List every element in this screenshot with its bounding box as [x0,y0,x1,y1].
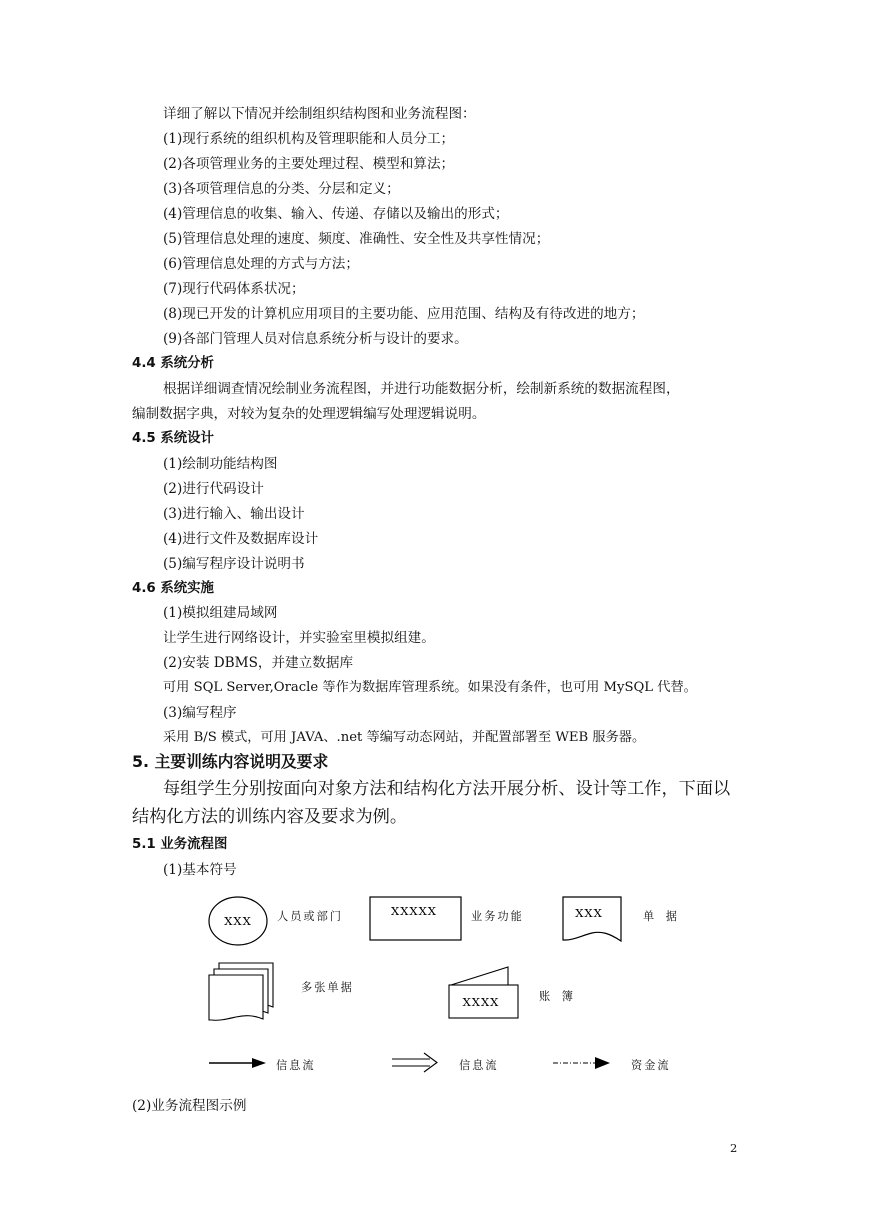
circle-symbol-text: XXX [224,914,252,928]
intro-list-item: (5)管理信息处理的速度、频度、准确性、安全性及共享性情况； [163,231,550,247]
information-flow-double-arrow-icon [392,1053,437,1072]
ledger-symbol-label: 账 簿 [539,990,577,1003]
rect-symbol-label: 业务功能 [471,910,524,923]
subsection-label: (2)业务流程图示例 [132,1098,247,1114]
section-paragraph: 每组学生分别按面向对象方法和结构化方法开展分析、设计等工作，下面以 [163,779,731,799]
intro-list-item: (4)管理信息的收集、输入、传递、存储以及输出的形式； [163,206,509,222]
list-item: 采用 B/S 模式，可用 JAVA、.net 等编写动态网站，并配置部署至 WEB 服务器。 [163,730,646,745]
document-symbol-text: XXX [575,906,603,920]
section-heading-5-1: 5.1 业务流程图 [132,837,228,852]
intro-list-item: (7)现行代码体系状况； [163,281,305,297]
ledger-book-symbol [449,967,518,1018]
multiple-documents-label: 多张单据 [301,981,354,994]
list-item: (2)安装 DBMS，并建立数据库 [163,655,354,671]
page-number: 2 [730,1141,738,1155]
intro-list-item: (1)现行系统的组织机构及管理职能和人员分工； [163,131,455,147]
information-flow-label: 信息流 [276,1059,316,1072]
list-item: 让学生进行网络设计，并实验室里模拟组建。 [163,630,435,646]
list-item: (2)进行代码设计 [163,481,264,497]
document-symbol-label: 单 据 [643,910,681,923]
ledger-symbol-text: XXXX [462,995,500,1009]
list-item: (3)进行输入、输出设计 [163,506,305,522]
section-heading-4-5: 4.5 系统设计 [132,431,214,446]
section-paragraph: 根据详细调查情况绘制业务流程图，并进行功能数据分析，绘制新系统的数据流程图， [163,381,680,397]
list-item: (1)绘制功能结构图 [163,456,278,472]
section-paragraph: 编制数据字典，对较为复杂的处理逻辑编写处理逻辑说明。 [132,406,486,422]
list-item: (3)编写程序 [163,705,237,721]
intro-list-item: (3)各项管理信息的分类、分层和定义； [163,181,400,197]
intro-list-item: (8)现已开发的计算机应用项目的主要功能、应用范围、结构及有待改进的地方； [163,306,645,322]
capital-flow-label: 资金流 [631,1059,671,1072]
section-heading-4-4: 4.4 系统分析 [132,356,214,371]
capital-flow-arrow-icon [553,1057,610,1069]
circle-symbol-label: 人员或部门 [277,910,343,923]
section-heading-4-6: 4.6 系统实施 [132,581,214,596]
list-item: 可用 SQL Server,Oracle 等作为数据库管理系统。如果没有条件，也可用 MySQL 代替。 [163,680,697,695]
information-flow-double-label: 信息流 [459,1059,499,1072]
subsection-label: (1)基本符号 [163,862,237,878]
list-item: (5)编写程序设计说明书 [163,556,305,572]
intro-list-item: (6)管理信息处理的方式与方法； [163,256,359,272]
basic-symbols-figure [0,885,869,1085]
list-item: (4)进行文件及数据库设计 [163,531,319,547]
intro-list-item: (9)各部门管理人员对信息系统分析与设计的要求。 [163,331,468,347]
rect-symbol-text: XXXXX [391,904,437,918]
multiple-documents-symbol [209,963,273,1020]
list-item: (1)模拟组建局域网 [163,605,278,621]
intro-paragraph: 详细了解以下情况并绘制组织结构图和业务流程图： [163,106,476,122]
section-paragraph: 结构化方法的训练内容及要求为例。 [132,807,408,827]
section-heading-5: 5. 主要训练内容说明及要求 [132,752,329,771]
information-flow-arrow-icon [209,1058,266,1068]
intro-list-item: (2)各项管理业务的主要处理过程、模型和算法； [163,156,455,172]
